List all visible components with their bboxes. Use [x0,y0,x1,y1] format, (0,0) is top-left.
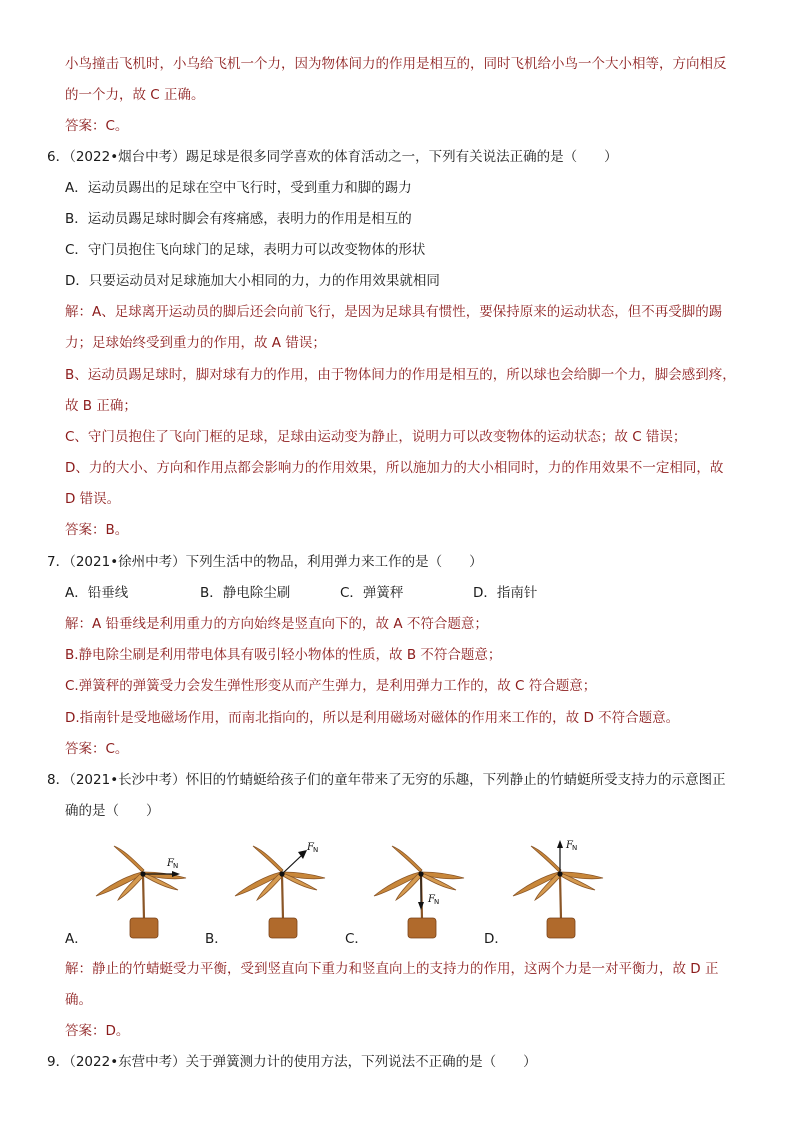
q7-option-b: B．静电除尘刷 [200,585,291,601]
force-label: F [167,858,174,869]
solution-line: C.弹簧秤的弹簧受力会发生弹性形变从而产生弹力，是利用弹力工作的，故 C 符合题意； [65,678,597,694]
solution-line: C、守门员抱住了飞向门框的足球，足球由运动变为静止，说明力可以改变物体的运动状态；故 C 错误； [65,429,687,445]
text-line: 的一个力，故 C 正确。 [65,87,205,103]
force-subscript: N [434,898,440,906]
solution-line: D.指南针是受地磁场作用，而南北指向的，所以是利用磁场对磁体的作用来工作的，故 D 不符合题意。 [65,710,680,726]
answer-line: 答案：D。 [65,1023,130,1039]
option-b: B．运动员踢足球时脚会有疼痛感，表明力的作用是相互的 [65,211,412,227]
solution-line: 解：A、足球离开运动员的脚后还会向前飞行，是因为足球具有惯性，要保持原来的运动状态，但不再受脚的踢 [65,304,723,320]
figure-c-bamboo-dragonfly [366,838,476,942]
option-c: C．守门员抱住飞向球门的足球，表明力可以改变物体的形状 [65,242,426,258]
q7-option-a: A．铅垂线 [65,585,129,601]
answer-line: 答案：B。 [65,522,129,538]
option-a: A．运动员踢出的足球在空中飞行时，受到重力和脚的踢力 [65,180,412,196]
force-label: F [428,894,435,905]
force-label: F [307,842,314,853]
force-subscript: N [173,862,179,870]
solution-line: B、运动员踢足球时，脚对球有力的作用，由于物体间力的作用是相互的，所以球也会给脚一个力，脚会感到疼， [65,367,736,383]
figure-label-a: A． [65,931,88,947]
q7-option-c: C．弹簧秤 [340,585,404,601]
question-8: 8．（2021•长沙中考）怀旧的竹蜻蜓给孩子们的童年带来了无穷的乐趣，下列静止的竹蜻蜓所受支持力的示意图正 [47,772,726,788]
question-6: 6．（2022•烟台中考）踢足球是很多同学喜欢的体育活动之一，下列有关说法正确的是（ ） [47,149,618,165]
figure-label-b: B． [205,931,228,947]
solution-line: 故 B 正确； [65,398,137,414]
question-9: 9．（2022•东营中考）关于弹簧测力计的使用方法，下列说法不正确的是（ ） [47,1054,537,1070]
q7-option-d: D．指南针 [473,585,538,601]
answer-line: 答案：C。 [65,741,129,757]
force-subscript: N [313,846,319,854]
force-label: F [566,840,573,851]
solution-line: 确。 [65,992,92,1008]
figure-b-bamboo-dragonfly [227,838,337,942]
question-8-cont: 确的是（ ） [65,803,160,819]
figure-label-d: D． [484,931,508,947]
solution-line: 解：A 铅垂线是利用重力的方向始终是竖直向下的，故 A 不符合题意； [65,616,488,632]
solution-line: B.静电除尘刷是利用带电体具有吸引轻小物体的性质，故 B 不符合题意； [65,647,502,663]
figure-a-bamboo-dragonfly [88,838,198,942]
figure-label-c: C． [345,931,368,947]
solution-line: D 错误。 [65,491,121,507]
text-line: 小鸟撞击飞机时，小乌给飞机一个力，因为物体间力的作用是相互的，同时飞机给小鸟一个大小相等，方向相反 [65,56,727,72]
question-7: 7．（2021•徐州中考）下列生活中的物品，利用弹力来工作的是（ ） [47,554,483,570]
solution-line: 解：静止的竹蜻蜓受力平衡，受到竖直向下重力和竖直向上的支持力的作用，这两个力是一对平衡力，故 D 正 [65,961,719,977]
solution-line: D、力的大小、方向和作用点都会影响力的作用效果，所以施加力的大小相同时，力的作用效果不一定相同，故 [65,460,724,476]
option-d: D．只要运动员对足球施加大小相同的力，力的作用效果就相同 [65,273,440,289]
force-subscript: N [572,844,578,852]
answer-line: 答案：C。 [65,118,129,134]
figure-d-bamboo-dragonfly [505,838,615,942]
solution-line: 力；足球始终受到重力的作用，故 A 错误； [65,335,326,351]
